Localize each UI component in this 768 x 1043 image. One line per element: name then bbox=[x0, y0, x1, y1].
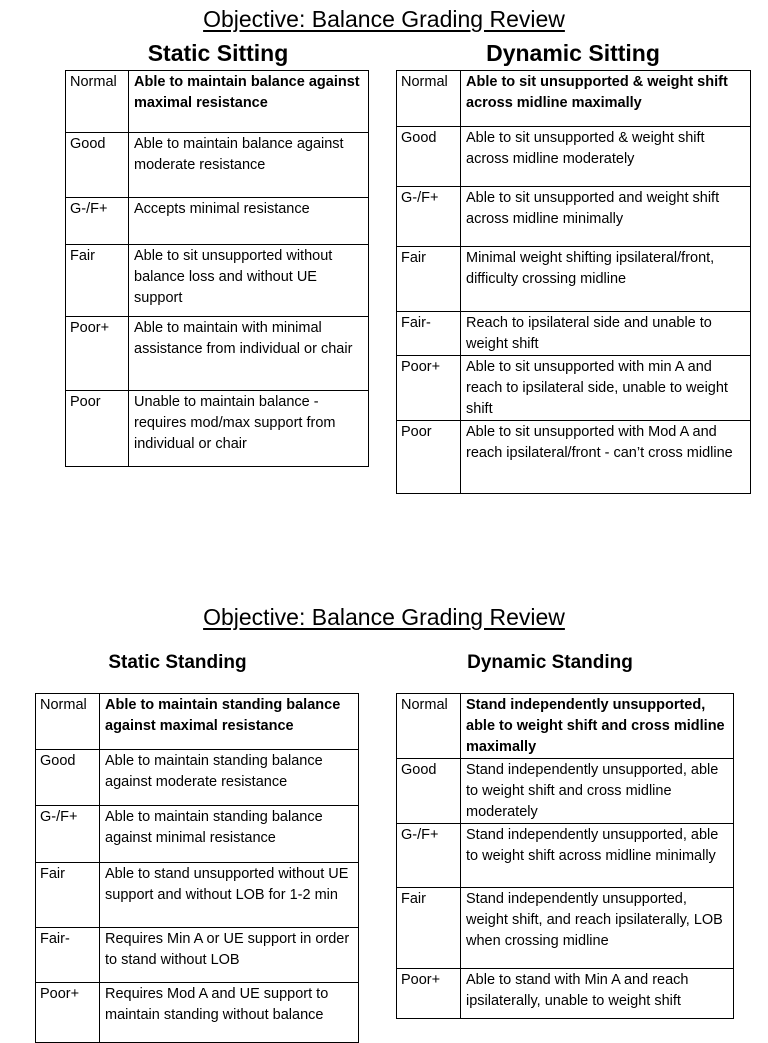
static-sitting-heading: Static Sitting bbox=[147, 40, 289, 66]
description-cell: Requires Min A or UE support in order to stand without LOB bbox=[100, 928, 359, 983]
description-cell: Able to maintain standing balance against minimal resistance bbox=[100, 806, 359, 863]
description-cell: Minimal weight shifting ipsilateral/front, difficulty crossing midline bbox=[461, 247, 751, 312]
table-row bbox=[36, 863, 359, 928]
table-row bbox=[36, 750, 359, 806]
description-cell: Reach to ipsilateral side and unable to weight shift bbox=[461, 312, 751, 356]
dynamic-standing-heading: Dynamic Standing bbox=[467, 652, 633, 673]
grade-cell: Fair bbox=[397, 888, 461, 969]
grade-cell: Poor bbox=[397, 421, 461, 494]
grade-cell: Normal bbox=[397, 694, 461, 759]
table-row bbox=[397, 888, 734, 969]
table-row bbox=[66, 133, 369, 198]
table-row bbox=[397, 759, 734, 824]
dynamic-sitting-table bbox=[396, 70, 751, 494]
grade-cell: G-/F+ bbox=[66, 198, 129, 245]
description-cell: Unable to maintain balance - requires mod/max support from individual or chair bbox=[129, 391, 369, 467]
description-cell: Able to sit unsupported without balance loss and without UE support bbox=[129, 245, 369, 317]
table-row bbox=[36, 928, 359, 983]
table-row bbox=[66, 317, 369, 391]
table-row bbox=[397, 356, 751, 421]
static-standing-heading: Static Standing bbox=[108, 652, 247, 673]
table-row bbox=[397, 127, 751, 187]
grade-cell: Poor+ bbox=[36, 983, 100, 1043]
grade-cell: Normal bbox=[66, 71, 129, 133]
table-row bbox=[397, 421, 751, 494]
description-cell: Able to maintain standing balance against maximal resistance bbox=[100, 694, 359, 750]
static-standing-table bbox=[35, 693, 359, 1043]
grade-cell: Poor+ bbox=[66, 317, 129, 391]
table-row bbox=[397, 694, 734, 759]
grade-cell: G-/F+ bbox=[397, 187, 461, 247]
table-row bbox=[397, 247, 751, 312]
description-cell: Able to sit unsupported & weight shift across midline moderately bbox=[461, 127, 751, 187]
grade-cell: Normal bbox=[36, 694, 100, 750]
table-row bbox=[66, 198, 369, 245]
description-cell: Stand independently unsupported, weight shift, and reach ipsilaterally, LOB when crossing midline bbox=[461, 888, 734, 969]
grade-cell: Fair- bbox=[36, 928, 100, 983]
grade-cell: Poor bbox=[66, 391, 129, 467]
table-row bbox=[36, 806, 359, 863]
grade-cell: G-/F+ bbox=[397, 824, 461, 888]
grade-cell: Good bbox=[36, 750, 100, 806]
grade-cell: Normal bbox=[397, 71, 461, 127]
description-cell: Stand independently unsupported, able to weight shift across midline minimally bbox=[461, 824, 734, 888]
grade-cell: Good bbox=[397, 127, 461, 187]
description-cell: Able to stand with Min A and reach ipsilaterally, unable to weight shift bbox=[461, 969, 734, 1019]
section2-title: Objective: Balance Grading Review bbox=[203, 604, 565, 630]
grade-cell: Poor+ bbox=[397, 969, 461, 1019]
description-cell: Able to maintain balance against moderate resistance bbox=[129, 133, 369, 198]
section1-title: Objective: Balance Grading Review bbox=[203, 6, 565, 32]
description-cell: Accepts minimal resistance bbox=[129, 198, 369, 245]
grade-cell: Fair bbox=[397, 247, 461, 312]
description-cell: Able to sit unsupported and weight shift across midline minimally bbox=[461, 187, 751, 247]
description-cell: Stand independently unsupported, able to weight shift and cross midline maximally bbox=[461, 694, 734, 759]
grade-cell: Fair bbox=[66, 245, 129, 317]
description-cell: Stand independently unsupported, able to weight shift and cross midline moderately bbox=[461, 759, 734, 824]
description-cell: Able to stand unsupported without UE support and without LOB for 1-2 min bbox=[100, 863, 359, 928]
table-row bbox=[397, 824, 734, 888]
table-row bbox=[66, 245, 369, 317]
grade-cell: G-/F+ bbox=[36, 806, 100, 863]
description-cell: Requires Mod A and UE support to maintain standing without balance bbox=[100, 983, 359, 1043]
description-cell: Able to sit unsupported with Mod A and reach ipsilateral/front - can’t cross midline bbox=[461, 421, 751, 494]
table-row bbox=[36, 983, 359, 1043]
grade-cell: Fair bbox=[36, 863, 100, 928]
static-sitting-table bbox=[65, 70, 369, 467]
description-cell: Able to sit unsupported with min A and reach to ipsilateral side, unable to weight shift bbox=[461, 356, 751, 421]
grade-cell: Good bbox=[66, 133, 129, 198]
table-row bbox=[397, 312, 751, 356]
description-cell: Able to sit unsupported & weight shift across midline maximally bbox=[461, 71, 751, 127]
dynamic-standing-table bbox=[396, 693, 734, 1019]
table-row bbox=[36, 694, 359, 750]
table-row bbox=[397, 187, 751, 247]
grade-cell: Fair- bbox=[397, 312, 461, 356]
table-row bbox=[66, 391, 369, 467]
table-row bbox=[397, 969, 734, 1019]
grade-cell: Poor+ bbox=[397, 356, 461, 421]
description-cell: Able to maintain with minimal assistance from individual or chair bbox=[129, 317, 369, 391]
table-row bbox=[66, 71, 369, 133]
description-cell: Able to maintain balance against maximal resistance bbox=[129, 71, 369, 133]
table-row bbox=[397, 71, 751, 127]
grade-cell: Good bbox=[397, 759, 461, 824]
description-cell: Able to maintain standing balance against moderate resistance bbox=[100, 750, 359, 806]
dynamic-sitting-heading: Dynamic Sitting bbox=[486, 40, 660, 66]
